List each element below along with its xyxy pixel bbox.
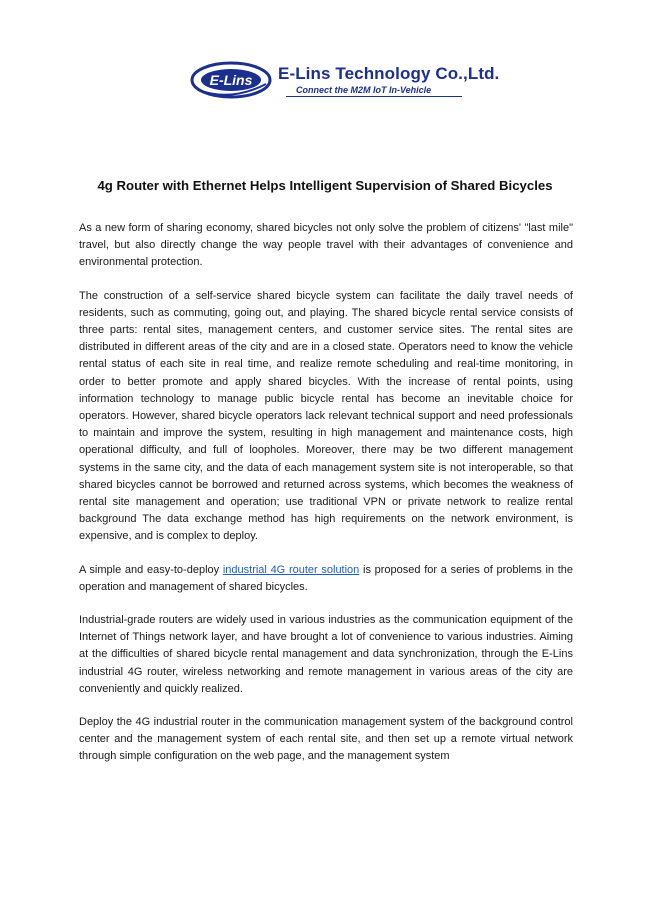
paragraph-2: The construction of a self-service shared bicycle system can facilitate the daily travel needs of residents, such as commuting, going out, and playing. The shared bicycle rental service consists of three parts: rental sites, management centers, and customer service sites. The rental sites are distributed in different areas of the city and are in a closed state. Operators need to know the vehicle rental status of each site in real time, and realize remote scheduling and real-time monitoring, in order to better promote and apply shared bicycles. With the increase of rental points, using information technology to manage public bicycle rental has become an inevitable choice for operators. However, shared bicycle operators lack relevant technical support and need professionals to maintain and improve the system, resulting in high management and maintenance costs, high operational difficulty, and full of loopholes. Moreover, there may be two different management systems in the same city, and the data of each management system site is not interoperable, so that shared bicycles cannot be borrowed and returned across systems, which becomes the weakness of rental site management and operation; use traditional VPN or private network to realize rental background The data exchange method has high requirements on the network environment, is expensive, and is complex to deploy. — [79, 289, 573, 543]
router-solution-link[interactable]: industrial 4G router solution — [222, 563, 360, 576]
logo-text: E-Lins — [209, 72, 253, 88]
paragraph-4: Industrial-grade routers are widely used in various industries as the communication equipment of the Internet of Things network layer, and have brought a lot of convenience to various industries. Aiming at the difficulties of shared bicycle rental management and data synchronization, through the E-Lins industrial 4G router, wireless networking and remote management in various areas of the city are conveniently and quickly realized. — [79, 614, 573, 695]
e-lins-logo-icon — [190, 60, 272, 100]
paragraph-5: Deploy the 4G industrial router in the communication management system of the background control center and the management system of each rental site, and then set up a remote virtual network through simple configuration on the web page, and the management system — [79, 716, 573, 763]
tagline-divider — [286, 96, 462, 97]
company-header — [190, 60, 500, 104]
company-tagline: Connect the M2M IoT In-Vehicle — [296, 85, 432, 95]
paragraph-3-after: is proposed for a series of problems in the operation and management of shared bicycles. — [79, 563, 573, 593]
paragraph-1: As a new form of sharing economy, shared bicycles not only solve the problem of citizens' "last mile" travel, but also directly change the way people travel with their advantages of convenience and environmental protection. — [79, 222, 573, 269]
paragraph-3-before: A simple and easy-to-deploy — [79, 563, 223, 576]
company-name: E-Lins Technology Co.,Ltd. — [278, 64, 500, 83]
document-body — [79, 220, 573, 782]
document-title: 4g Router with Ethernet Helps Intelligent Supervision of Shared Bicycles — [97, 178, 553, 193]
paragraph-3 — [79, 562, 573, 596]
